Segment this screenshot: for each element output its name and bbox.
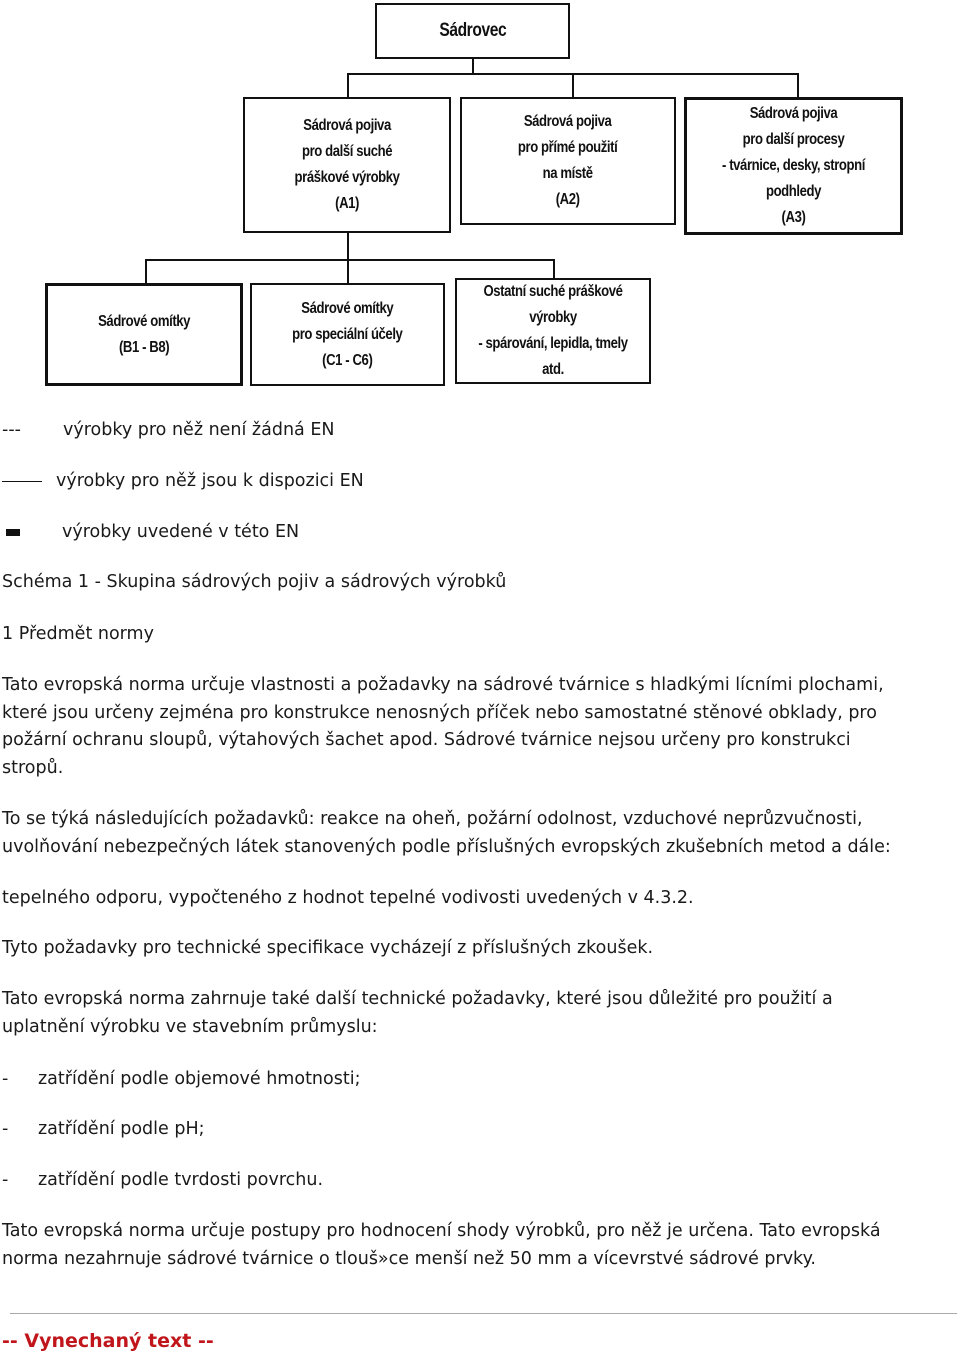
list-item-label: zatřídění podle pH; — [38, 1119, 205, 1139]
diagram-root-box — [375, 3, 570, 59]
diagram-caption: Schéma 1 - Skupina sádrových pojiv a sádrových výrobků — [2, 572, 507, 592]
paragraph-line: které jsou určeny zejména pro konstrukce nenosných příček nebo samostatné stěnové obklady, pro — [2, 703, 877, 723]
line-symbol — [2, 481, 42, 482]
list-item — [2, 1115, 205, 1143]
diagram-box-other — [455, 278, 651, 384]
connector — [347, 233, 349, 260]
list-bullet: - — [2, 1119, 9, 1139]
paragraph-line: uvolňování nebezpečných látek stanovených podle příslušných evropských zkušebních metod a dále: — [2, 837, 891, 857]
legend-item-no-en-label: výrobky pro něž není žádná EN — [63, 420, 335, 440]
connector — [347, 73, 349, 98]
list-item — [2, 1166, 323, 1194]
legend-item-no-en — [2, 416, 334, 444]
legend-item-this-en-label: výrobky uvedené v této EN — [62, 522, 300, 542]
block-symbol — [6, 529, 20, 536]
paragraph-line: uplatnění výrobku ve stavebním průmyslu: — [2, 1017, 378, 1037]
list-item-label: zatřídění podle objemové hmotnosti; — [38, 1069, 361, 1089]
diagram-box-a1-label: Sádrová pojiva pro další suché práškové výrobky (A1) — [294, 117, 400, 212]
legend-item-this-en — [2, 518, 299, 546]
connector — [145, 259, 555, 261]
legend-item-en-available — [2, 467, 364, 495]
connector — [472, 59, 474, 74]
paragraph-line: Tato evropská norma určuje vlastnosti a požadavky na sádrové tvárnice s hladkými lícními plochami, — [2, 675, 884, 695]
connector — [553, 259, 555, 279]
paragraph-line: Tyto požadavky pro technické specifikace vycházejí z příslušných zkoušek. — [2, 938, 654, 958]
connector — [572, 73, 574, 98]
paragraph-line: To se týká následujících požadavků: reakce na oheň, požární odolnost, vzduchové neprůzvučnosti, — [2, 809, 863, 829]
diagram-box-a3 — [684, 97, 903, 235]
connector — [347, 259, 349, 284]
diagram-box-a2-label: Sádrová pojiva pro přímé použití na místě (A2) — [518, 113, 618, 208]
legend-item-en-available-label: výrobky pro něž jsou k dispozici EN — [56, 471, 364, 491]
list-item — [2, 1065, 360, 1093]
diagram-box-c — [250, 283, 445, 386]
diagram-box-a1 — [243, 97, 451, 233]
diagram-root-label: Sádrovec — [439, 20, 506, 41]
diagram-box-other-label: Ostatní suché práškové výrobky - spárování, lepidla, tmely atd. — [478, 283, 628, 378]
divider — [10, 1313, 957, 1314]
diagram-box-c-label: Sádrové omítky pro speciální účely (C1 - C6) — [292, 299, 403, 369]
classification-diagram — [0, 0, 960, 395]
omitted-text-notice: -- Vynechaný text -- — [2, 1330, 214, 1352]
diagram-box-b-label: Sádrové omítky (B1 - B8) — [98, 312, 190, 356]
paragraph-line: Tato evropská norma určuje postupy pro hodnocení shody výrobků, pro něž je určena. Tato evropská — [2, 1221, 881, 1241]
paragraph-line: stropů. — [2, 758, 64, 778]
connector — [797, 73, 799, 98]
diagram-box-b — [45, 283, 243, 386]
connector — [145, 259, 147, 284]
paragraph-line: Tato evropská norma zahrnuje také další technické požadavky, které jsou důležité pro použití a — [2, 989, 833, 1009]
paragraph-line: požární ochranu sloupů, výtahových šachet apod. Sádrové tvárnice nejsou určeny pro konstrukci — [2, 730, 851, 750]
list-item-label: zatřídění podle tvrdosti povrchu. — [38, 1170, 324, 1190]
diagram-box-a3-label: Sádrová pojiva pro další procesy - tvárnice, desky, stropní podhledy (A3) — [722, 105, 865, 226]
list-bullet: - — [2, 1069, 9, 1089]
paragraph-line: norma nezahrnuje sádrové tvárnice o tlouš»ce menší než 50 mm a vícevrstvé sádrové prvky. — [2, 1249, 816, 1269]
diagram-box-a2 — [460, 97, 676, 225]
section-heading: 1 Předmět normy — [2, 624, 154, 644]
dash-symbol: --- — [2, 420, 21, 440]
list-bullet: - — [2, 1170, 9, 1190]
paragraph-line: tepelného odporu, vypočteného z hodnot tepelné vodivosti uvedených v 4.3.2. — [2, 888, 694, 908]
